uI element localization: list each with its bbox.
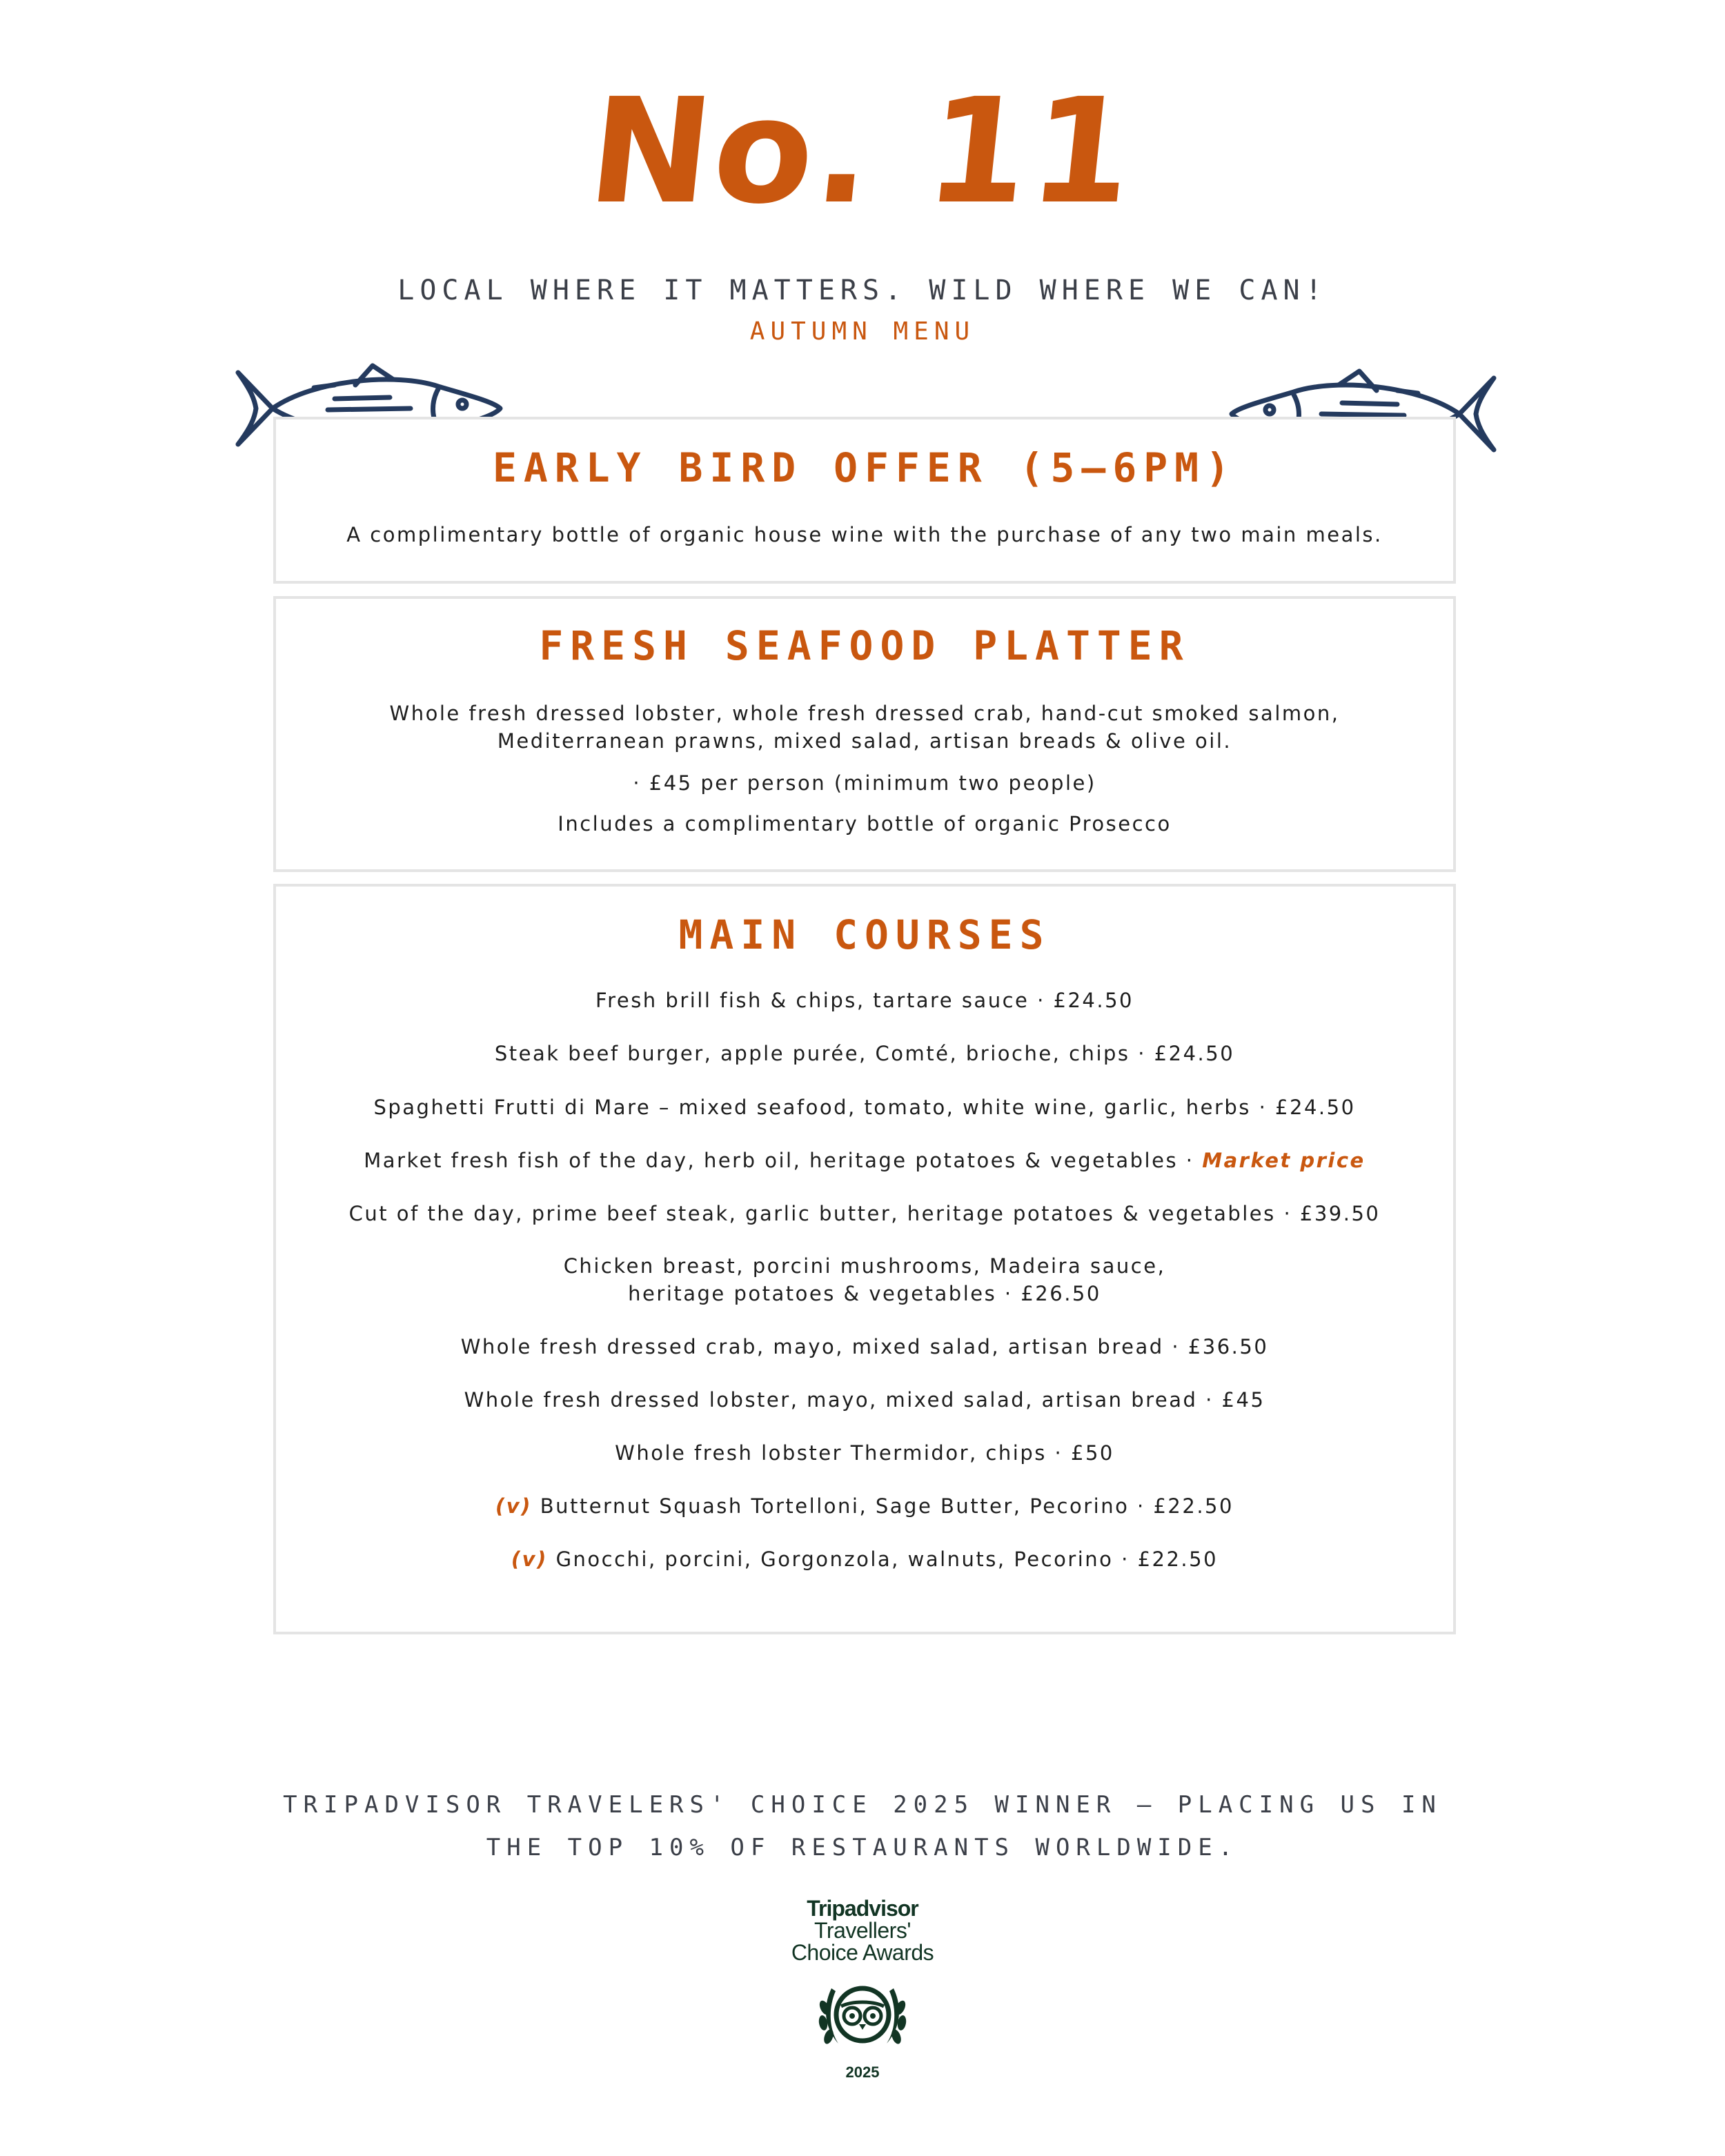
- menu-item-line-2: heritage potatoes & vegetables · £26.50: [628, 1282, 1101, 1305]
- market-price-label: Market price: [1202, 1149, 1366, 1172]
- platter-price: · £45 per person (minimum two people): [633, 771, 1096, 795]
- menu-item-text: Market fresh fish of the day, herb oil, heritage potatoes & vegetables ·: [364, 1149, 1194, 1172]
- vegetarian-tag: (v): [495, 1494, 532, 1518]
- tagline: LOCAL WHERE IT MATTERS. WILD WHERE WE CAN!: [397, 275, 1328, 306]
- main-courses-card: [273, 884, 1456, 1634]
- menu-item: [276, 1147, 1453, 1174]
- award-statement: TRIPADVISOR TRAVELERS' CHOICE 2025 WINNER — PLACING US IN THE TOP 10% OF RESTAURANTS WORLDWIDE.: [283, 1791, 1442, 1861]
- menu-item: Whole fresh dressed lobster, mayo, mixed salad, artisan bread · £45: [464, 1388, 1265, 1412]
- badge-line-3: Choice Awards: [791, 1940, 934, 1965]
- menu-item: Cut of the day, prime beef steak, garlic butter, heritage potatoes & vegetables · £39.50: [348, 1202, 1381, 1225]
- platter-desc-line-1: Whole fresh dressed lobster, whole fresh dressed crab, hand-cut smoked salmon,: [389, 702, 1340, 725]
- menu-item: Steak beef burger, apple purée, Comté, brioche, chips · £24.50: [494, 1042, 1235, 1065]
- menu-item: [276, 1545, 1453, 1573]
- menu-item-line-1: Chicken breast, porcini mushrooms, Madeira sauce,: [563, 1254, 1166, 1278]
- badge-brand: Tripadvisor: [807, 1896, 918, 1921]
- menu-item-text: Gnocchi, porcini, Gorgonzola, walnuts, Pecorino · £22.50: [555, 1547, 1219, 1571]
- early-bird-heading: EARLY BIRD OFFER (5–6PM): [492, 444, 1237, 491]
- vegetarian-tag: (v): [511, 1547, 548, 1571]
- seafood-platter-card: [273, 596, 1456, 872]
- platter-desc-line-2: Mediterranean prawns, mixed salad, artisan breads & olive oil.: [497, 729, 1232, 753]
- badge-year: 2025: [845, 2064, 880, 2081]
- tripadvisor-badge: [769, 1897, 956, 2081]
- platter-includes: Includes a complimentary bottle of organic Prosecco: [558, 812, 1172, 835]
- badge-line-2: Travellers': [814, 1918, 911, 1943]
- restaurant-title: No. 11: [581, 67, 1144, 236]
- menu-item: [276, 1492, 1453, 1520]
- menu-item-text: Butternut Squash Tortelloni, Sage Butter, Pecorino · £22.50: [540, 1494, 1234, 1518]
- platter-heading: FRESH SEAFOOD PLATTER: [539, 622, 1190, 669]
- early-bird-text: A complimentary bottle of organic house wine with the purchase of any two main meals.: [346, 523, 1383, 546]
- menu-item: Fresh brill fish & chips, tartare sauce · £24.50: [595, 989, 1134, 1012]
- mains-heading: MAIN COURSES: [678, 911, 1051, 958]
- menu-item: Whole fresh lobster Thermidor, chips · £50: [615, 1441, 1114, 1465]
- early-bird-card: [273, 417, 1456, 584]
- menu-item: Whole fresh dressed crab, mayo, mixed salad, artisan bread · £36.50: [460, 1335, 1269, 1358]
- menu-item: Spaghetti Frutti di Mare – mixed seafood, tomato, white wine, garlic, herbs · £24.50: [373, 1096, 1356, 1119]
- tripadvisor-owl-laurel-icon: [811, 1968, 914, 2064]
- season-label: AUTUMN MENU: [749, 317, 976, 346]
- menu-item: [276, 1252, 1453, 1307]
